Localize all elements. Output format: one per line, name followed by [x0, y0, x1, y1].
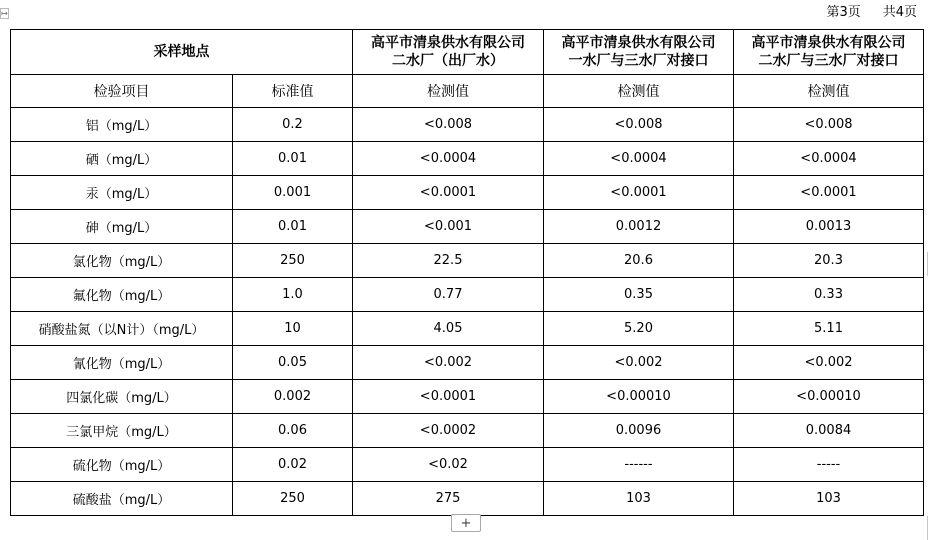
standard-cell[interactable]: 10: [233, 312, 353, 346]
standard-cell[interactable]: 0.06: [233, 414, 353, 448]
value-cell[interactable]: <0.002: [544, 346, 734, 380]
site-1-line2: 二水厂（出厂水）: [392, 53, 504, 69]
value-cell[interactable]: <0.0001: [544, 176, 734, 210]
value-cell[interactable]: 275: [353, 482, 544, 516]
value-cell[interactable]: <0.001: [353, 210, 544, 244]
sampling-site-header: 采样地点: [11, 30, 353, 75]
value-cell[interactable]: 0.33: [734, 278, 924, 312]
item-cell[interactable]: 铝（mg/L）: [11, 108, 233, 142]
item-column-header: 检验项目: [11, 75, 233, 108]
header-row-columns: [11, 75, 924, 108]
value-cell[interactable]: 103: [544, 482, 734, 516]
table-move-handle-icon[interactable]: ↦: [1, 9, 8, 18]
table-row: [11, 312, 924, 346]
table-row: [11, 346, 924, 380]
item-cell[interactable]: 硫酸盐（mg/L）: [11, 482, 233, 516]
add-row-button[interactable]: +: [451, 514, 481, 532]
value-cell[interactable]: 20.3: [734, 244, 924, 278]
site-header-3: [734, 30, 924, 75]
item-cell[interactable]: 氰化物（mg/L）: [11, 346, 233, 380]
value-cell[interactable]: 103: [734, 482, 924, 516]
value-cell[interactable]: <0.008: [353, 108, 544, 142]
table-row: [11, 278, 924, 312]
item-cell[interactable]: 三氯甲烷（mg/L）: [11, 414, 233, 448]
value-cell[interactable]: <0.0001: [353, 176, 544, 210]
value-cell[interactable]: <0.02: [353, 448, 544, 482]
page-indicator: [804, 1, 917, 20]
bottom-right-edge-marker: [927, 516, 931, 540]
right-edge-marker: [927, 252, 931, 276]
value-cell[interactable]: <0.008: [734, 108, 924, 142]
table-row: [11, 244, 924, 278]
table-row: [11, 108, 924, 142]
current-page: 第3页: [826, 5, 861, 20]
item-cell[interactable]: 硝酸盐氮（以N计）（mg/L）: [11, 312, 233, 346]
item-cell[interactable]: 硒（mg/L）: [11, 142, 233, 176]
value-cell[interactable]: <0.00010: [734, 380, 924, 414]
item-cell[interactable]: 四氯化碳（mg/L）: [11, 380, 233, 414]
value-cell[interactable]: <0.0001: [734, 176, 924, 210]
table-row: [11, 176, 924, 210]
value-cell[interactable]: 0.0084: [734, 414, 924, 448]
value-cell[interactable]: 5.20: [544, 312, 734, 346]
water-quality-table: [10, 29, 924, 516]
value-cell[interactable]: 0.0013: [734, 210, 924, 244]
site-3-line1: 高平市清泉供水有限公司: [751, 35, 906, 51]
value-cell[interactable]: <0.002: [734, 346, 924, 380]
value-cell[interactable]: 22.5: [353, 244, 544, 278]
total-pages: 共4页: [882, 5, 917, 20]
standard-cell[interactable]: 0.01: [233, 142, 353, 176]
item-cell[interactable]: 氯化物（mg/L）: [11, 244, 233, 278]
measured-column-header-1: 检测值: [353, 75, 544, 108]
value-cell[interactable]: 0.0096: [544, 414, 734, 448]
value-cell[interactable]: 0.0012: [544, 210, 734, 244]
site-header-2: [544, 30, 734, 75]
site-3-line2: 二水厂与三水厂对接口: [758, 53, 899, 69]
item-cell[interactable]: 硫化物（mg/L）: [11, 448, 233, 482]
measured-column-header-2: 检测值: [544, 75, 734, 108]
header-row-sites: [11, 30, 924, 75]
item-cell[interactable]: 氟化物（mg/L）: [11, 278, 233, 312]
site-2-line1: 高平市清泉供水有限公司: [561, 35, 716, 51]
standard-cell[interactable]: 0.02: [233, 448, 353, 482]
site-header-1: [353, 30, 544, 75]
standard-cell[interactable]: 250: [233, 482, 353, 516]
value-cell[interactable]: 5.11: [734, 312, 924, 346]
value-cell[interactable]: <0.0001: [353, 380, 544, 414]
value-cell[interactable]: 0.77: [353, 278, 544, 312]
standard-cell[interactable]: 0.001: [233, 176, 353, 210]
value-cell[interactable]: <0.002: [353, 346, 544, 380]
measured-column-header-3: 检测值: [734, 75, 924, 108]
value-cell[interactable]: <0.0004: [544, 142, 734, 176]
value-cell[interactable]: 4.05: [353, 312, 544, 346]
value-cell[interactable]: ------: [544, 448, 734, 482]
item-cell[interactable]: 砷（mg/L）: [11, 210, 233, 244]
value-cell[interactable]: <0.0002: [353, 414, 544, 448]
standard-cell[interactable]: 250: [233, 244, 353, 278]
standard-cell[interactable]: 0.01: [233, 210, 353, 244]
value-cell[interactable]: <0.0004: [353, 142, 544, 176]
standard-column-header: 标准值: [233, 75, 353, 108]
value-cell[interactable]: <0.0004: [734, 142, 924, 176]
table-row: [11, 482, 924, 516]
table-row: [11, 448, 924, 482]
standard-cell[interactable]: 0.05: [233, 346, 353, 380]
standard-cell[interactable]: 0.2: [233, 108, 353, 142]
table-row: [11, 210, 924, 244]
table-row: [11, 380, 924, 414]
value-cell[interactable]: -----: [734, 448, 924, 482]
table-row: [11, 414, 924, 448]
standard-cell[interactable]: 0.002: [233, 380, 353, 414]
standard-cell[interactable]: 1.0: [233, 278, 353, 312]
value-cell[interactable]: <0.008: [544, 108, 734, 142]
value-cell[interactable]: 0.35: [544, 278, 734, 312]
value-cell[interactable]: 20.6: [544, 244, 734, 278]
table-row: [11, 142, 924, 176]
site-2-line2: 一水厂与三水厂对接口: [568, 53, 709, 69]
site-1-line1: 高平市清泉供水有限公司: [371, 35, 525, 51]
value-cell[interactable]: <0.00010: [544, 380, 734, 414]
item-cell[interactable]: 汞（mg/L）: [11, 176, 233, 210]
